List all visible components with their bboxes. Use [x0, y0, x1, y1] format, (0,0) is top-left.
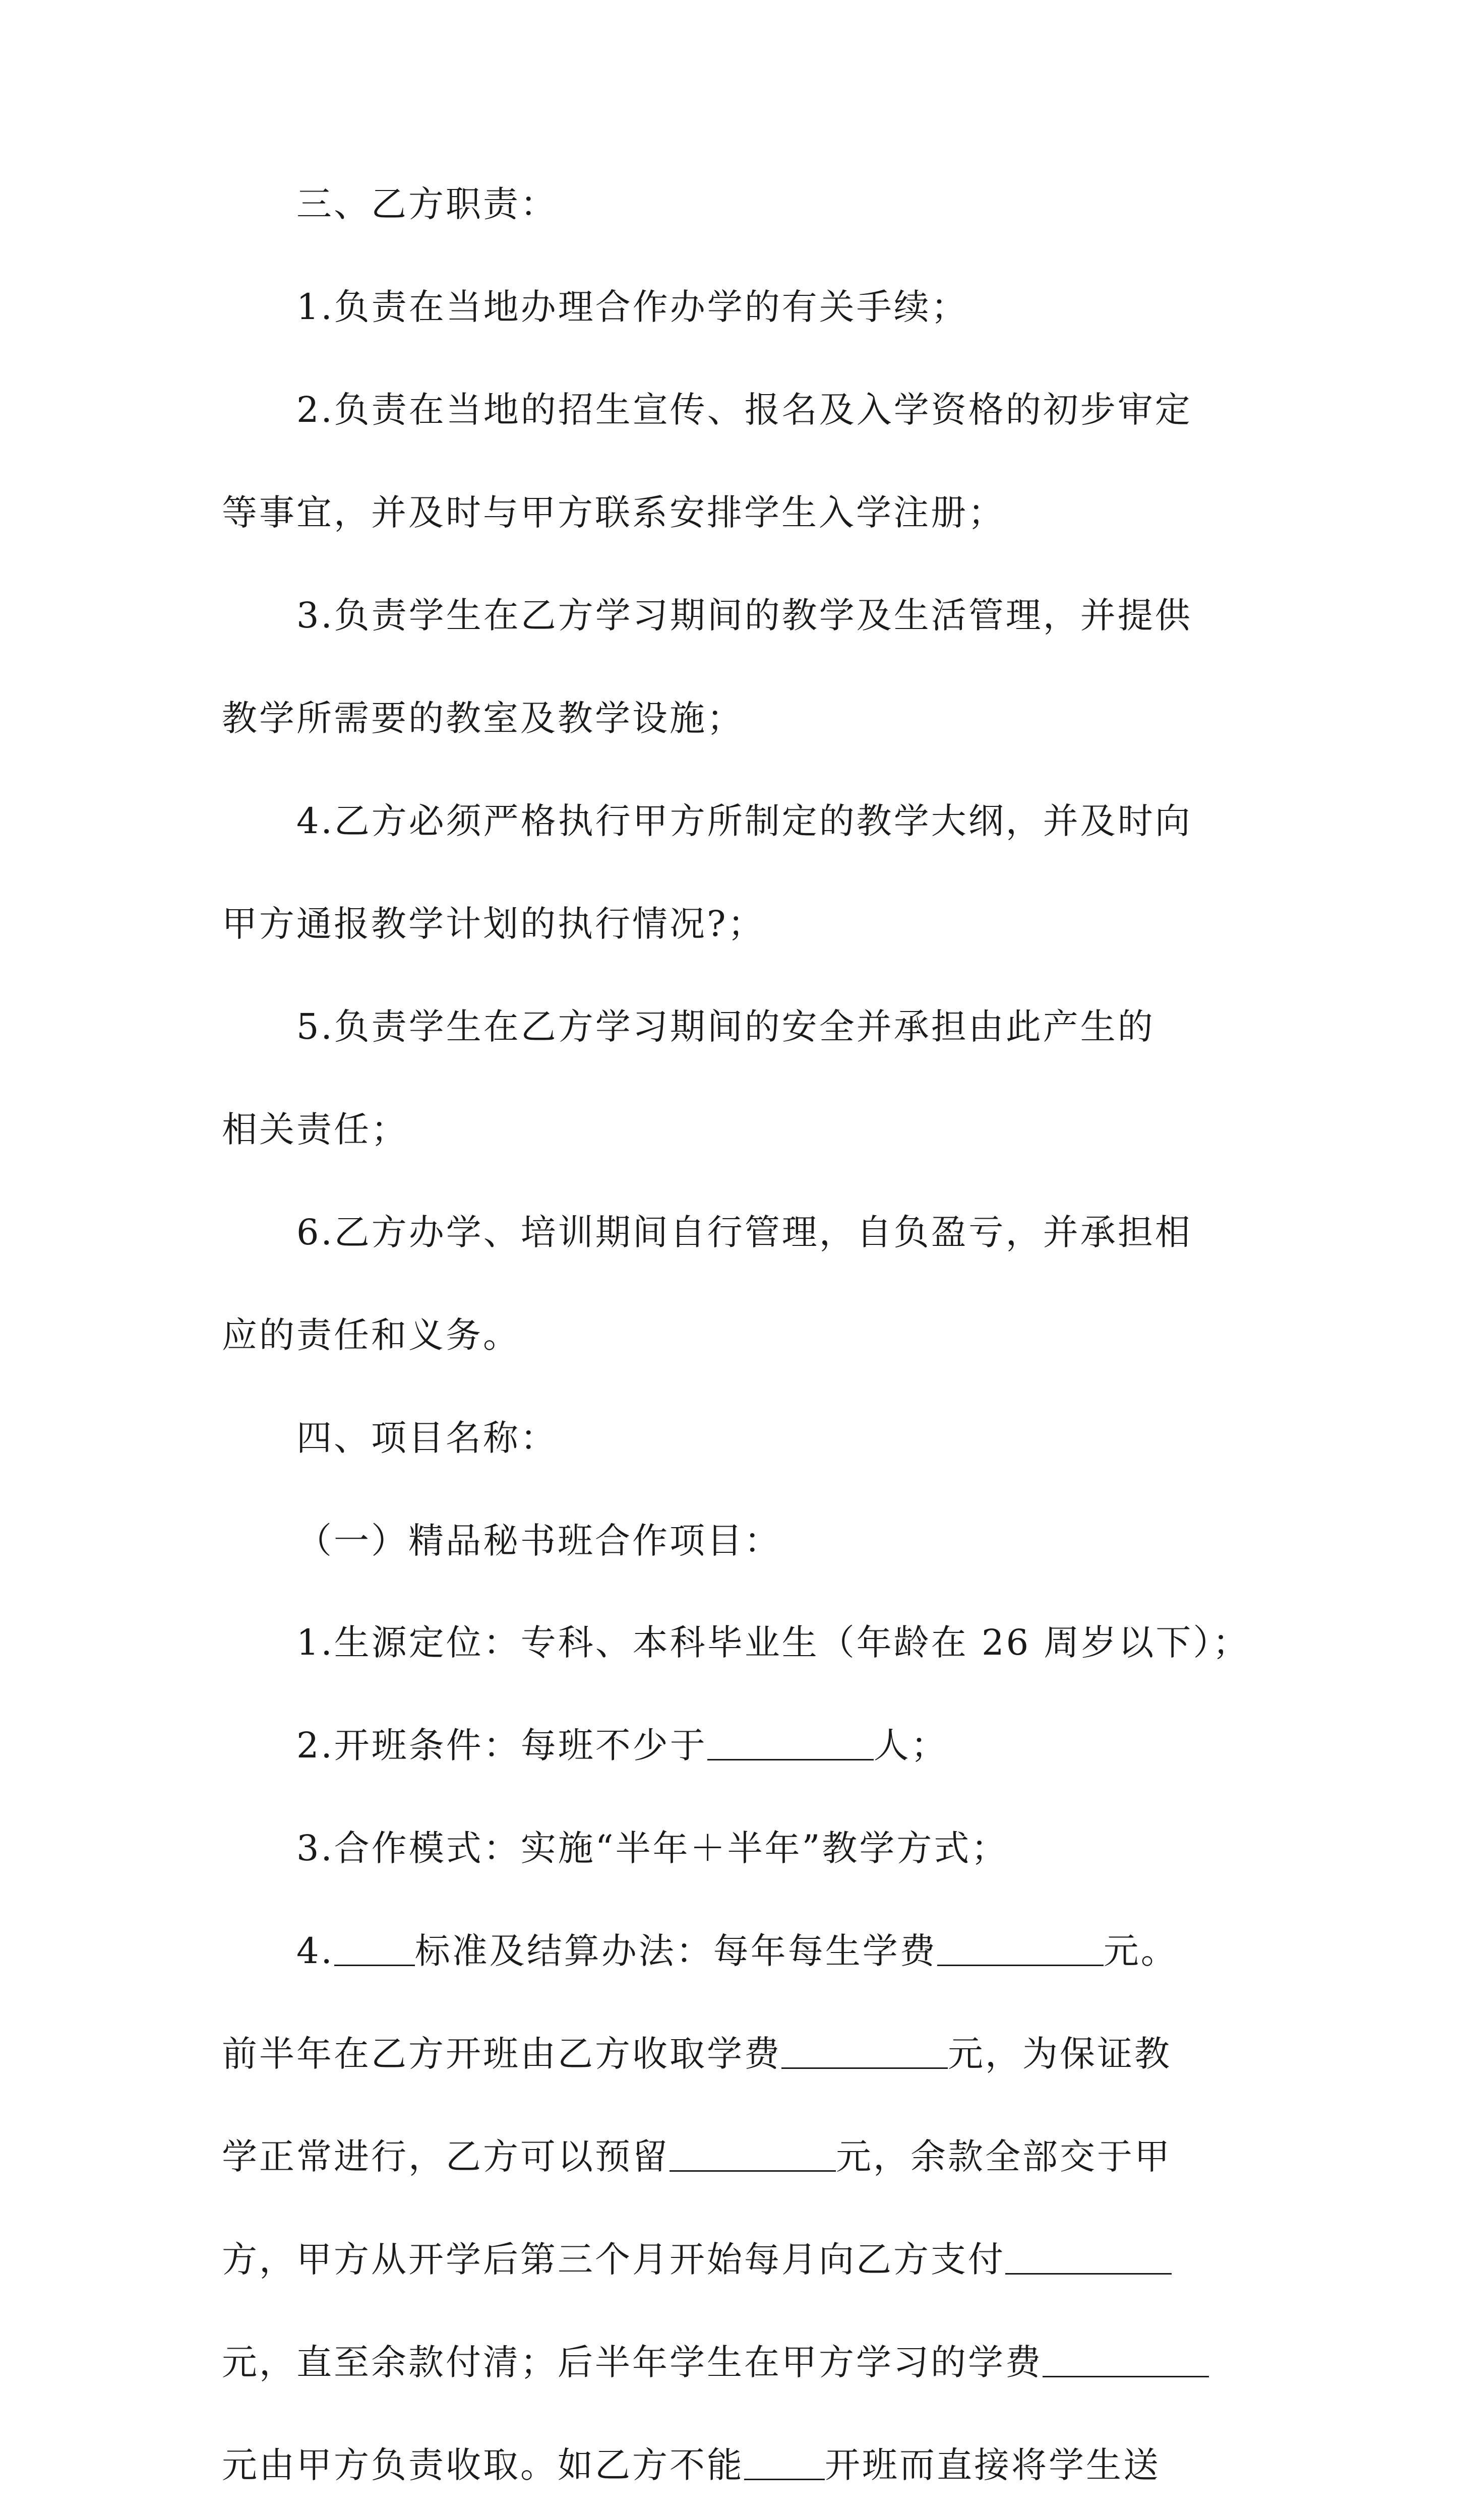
text-segment: 4. — [296, 1930, 334, 1972]
paragraph-line: 等事宜，并及时与甲方联系安排学生入学注册； — [222, 492, 1005, 533]
text-segment: 方，甲方从开学后第三个月开始每月向乙方支付 — [222, 2239, 1005, 2280]
fill-in-blank[interactable] — [744, 2447, 825, 2480]
paragraph-line — [222, 2136, 1245, 2177]
paragraph-line: 3.合作模式：实施“半年＋半年”教学方式； — [296, 1828, 1009, 1869]
section-heading: 四、项目名称： — [296, 1417, 558, 1459]
paragraph-line — [222, 2239, 1245, 2280]
paragraph-line — [222, 1930, 1245, 1972]
fill-in-blank[interactable] — [707, 1728, 874, 1760]
paragraph-line: 相关责任； — [222, 1109, 408, 1150]
text-segment: 元由甲方负责收取。如乙方不能 — [222, 2444, 744, 2486]
paragraph-line: 6.乙方办学、培训期间自行管理，自负盈亏，并承担相 — [296, 1212, 1192, 1253]
text-segment: 开班而直接将学生送 — [825, 2444, 1161, 2486]
text-segment: 前半年在乙方开班由乙方收取学费 — [222, 2033, 781, 2074]
paragraph-line — [222, 2342, 1245, 2383]
text-segment: 学正常进行，乙方可以预留 — [222, 2136, 670, 2177]
paragraph-line: 5.负责学生在乙方学习期间的安全并承担由此产生的 — [296, 1006, 1155, 1047]
text-segment: 元，余款全部交于甲 — [836, 2136, 1172, 2177]
paragraph-line — [222, 2033, 1245, 2074]
paragraph-line: 1.生源定位：专科、本科毕业生（年龄在 26 周岁以下）； — [296, 1622, 1250, 1663]
paragraph-line: 1.负责在当地办理合作办学的有关手续； — [296, 286, 968, 328]
text-segment: 元。 — [1103, 1930, 1178, 1972]
paragraph-line: 应的责任和义务。 — [222, 1314, 520, 1356]
fill-in-blank[interactable] — [781, 2036, 948, 2069]
subsection-heading: （一）精品秘书班合作项目： — [296, 1520, 781, 1561]
paragraph-line: 甲方通报教学计划的执行情况?； — [222, 903, 765, 944]
text-segment: 标准及结算办法：每年每生学费 — [414, 1930, 937, 1972]
fill-in-blank[interactable] — [1043, 2345, 1209, 2377]
fill-in-blank[interactable] — [334, 1933, 415, 1966]
paragraph-line — [222, 2444, 1245, 2486]
text-segment: 元，为保证教 — [948, 2033, 1172, 2074]
text-segment: 人； — [873, 1725, 948, 1766]
paragraph-line: 教学所需要的教室及教学设施； — [222, 698, 744, 739]
text-segment: 2.开班条件：每班不少于 — [296, 1725, 707, 1766]
fill-in-blank[interactable] — [670, 2139, 836, 2172]
paragraph-line: 3.负责学生在乙方学习期间的教学及生活管理，并提供 — [296, 595, 1192, 636]
document-page — [222, 183, 1250, 2520]
fill-in-blank[interactable] — [1005, 2242, 1172, 2275]
paragraph-line — [222, 1725, 1245, 1766]
text-segment: 元，直至余款付清；后半年学生在甲方学习的学费 — [222, 2342, 1043, 2383]
section-heading: 三、乙方职责： — [296, 183, 558, 225]
paragraph-line: 2.负责在当地的招生宣传、报名及入学资格的初步审定 — [296, 389, 1192, 430]
fill-in-blank[interactable] — [937, 1933, 1104, 1966]
paragraph-line: 4.乙方必须严格执行甲方所制定的教学大纲，并及时向 — [296, 800, 1192, 842]
